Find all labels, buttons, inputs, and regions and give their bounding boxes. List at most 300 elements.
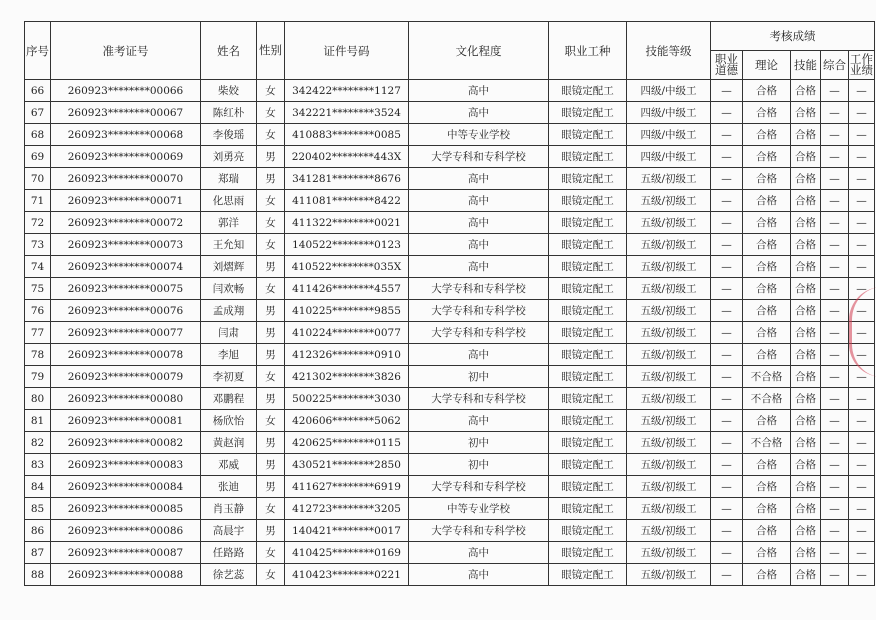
cell-id-no: 410425********0169 bbox=[285, 542, 409, 564]
cell-occupation: 眼镜定配工 bbox=[549, 168, 627, 190]
cell-ethics: — bbox=[711, 498, 743, 520]
cell-education: 中等专业学校 bbox=[409, 124, 549, 146]
cell-education: 大学专科和专科学校 bbox=[409, 476, 549, 498]
cell-exam-no: 260923********00087 bbox=[51, 542, 201, 564]
table-row bbox=[25, 498, 875, 520]
table-row bbox=[25, 476, 875, 498]
cell-performance: — bbox=[849, 520, 875, 542]
table-row bbox=[25, 300, 875, 322]
cell-theory: 合格 bbox=[743, 168, 791, 190]
cell-comprehensive: — bbox=[821, 542, 849, 564]
cell-ethics: — bbox=[711, 212, 743, 234]
cell-skill: 合格 bbox=[791, 498, 821, 520]
table-row bbox=[25, 212, 875, 234]
cell-comprehensive: — bbox=[821, 278, 849, 300]
cell-seq: 83 bbox=[25, 454, 51, 476]
cell-ethics: — bbox=[711, 256, 743, 278]
cell-theory: 不合格 bbox=[743, 388, 791, 410]
cell-seq: 74 bbox=[25, 256, 51, 278]
cell-performance: — bbox=[849, 432, 875, 454]
cell-ethics: — bbox=[711, 542, 743, 564]
cell-exam-no: 260923********00077 bbox=[51, 322, 201, 344]
cell-education: 大学专科和专科学校 bbox=[409, 520, 549, 542]
cell-skill: 合格 bbox=[791, 190, 821, 212]
cell-exam-no: 260923********00069 bbox=[51, 146, 201, 168]
cell-education: 大学专科和专科学校 bbox=[409, 278, 549, 300]
cell-exam-no: 260923********00078 bbox=[51, 344, 201, 366]
table-row bbox=[25, 432, 875, 454]
cell-education: 大学专科和专科学校 bbox=[409, 322, 549, 344]
cell-occupation: 眼镜定配工 bbox=[549, 300, 627, 322]
cell-comprehensive: — bbox=[821, 190, 849, 212]
cell-ethics: — bbox=[711, 366, 743, 388]
cell-skill-level: 五级/初级工 bbox=[627, 432, 711, 454]
header-seq: 序号 bbox=[25, 22, 51, 80]
cell-education: 高中 bbox=[409, 168, 549, 190]
cell-education: 大学专科和专科学校 bbox=[409, 300, 549, 322]
cell-skill: 合格 bbox=[791, 564, 821, 586]
cell-exam-no: 260923********00081 bbox=[51, 410, 201, 432]
cell-gender: 女 bbox=[257, 212, 285, 234]
cell-skill-level: 四级/中级工 bbox=[627, 102, 711, 124]
cell-occupation: 眼镜定配工 bbox=[549, 388, 627, 410]
cell-skill: 合格 bbox=[791, 520, 821, 542]
cell-skill-level: 四级/中级工 bbox=[627, 124, 711, 146]
cell-gender: 女 bbox=[257, 564, 285, 586]
cell-name: 化思雨 bbox=[201, 190, 257, 212]
cell-comprehensive: — bbox=[821, 476, 849, 498]
cell-seq: 79 bbox=[25, 366, 51, 388]
cell-exam-no: 260923********00088 bbox=[51, 564, 201, 586]
cell-gender: 女 bbox=[257, 190, 285, 212]
results-table bbox=[24, 21, 875, 586]
cell-skill: 合格 bbox=[791, 388, 821, 410]
cell-id-no: 420606********5062 bbox=[285, 410, 409, 432]
cell-id-no: 412723********3205 bbox=[285, 498, 409, 520]
cell-exam-no: 260923********00067 bbox=[51, 102, 201, 124]
cell-skill-level: 五级/初级工 bbox=[627, 476, 711, 498]
cell-seq: 85 bbox=[25, 498, 51, 520]
cell-education: 高中 bbox=[409, 234, 549, 256]
cell-skill-level: 五级/初级工 bbox=[627, 190, 711, 212]
cell-gender: 男 bbox=[257, 300, 285, 322]
cell-name: 孟成翔 bbox=[201, 300, 257, 322]
cell-theory: 合格 bbox=[743, 564, 791, 586]
cell-ethics: — bbox=[711, 410, 743, 432]
cell-comprehensive: — bbox=[821, 102, 849, 124]
cell-skill-level: 四级/中级工 bbox=[627, 80, 711, 102]
cell-theory: 合格 bbox=[743, 476, 791, 498]
cell-comprehensive: — bbox=[821, 520, 849, 542]
table-row bbox=[25, 454, 875, 476]
cell-id-no: 342422********1127 bbox=[285, 80, 409, 102]
cell-education: 大学专科和专科学校 bbox=[409, 388, 549, 410]
cell-name: 邓鹏程 bbox=[201, 388, 257, 410]
cell-gender: 女 bbox=[257, 278, 285, 300]
cell-skill: 合格 bbox=[791, 542, 821, 564]
cell-ethics: — bbox=[711, 432, 743, 454]
cell-theory: 合格 bbox=[743, 300, 791, 322]
cell-theory: 不合格 bbox=[743, 432, 791, 454]
cell-skill-level: 五级/初级工 bbox=[627, 366, 711, 388]
cell-theory: 合格 bbox=[743, 498, 791, 520]
cell-education: 高中 bbox=[409, 410, 549, 432]
cell-theory: 合格 bbox=[743, 256, 791, 278]
cell-performance: — bbox=[849, 322, 875, 344]
cell-theory: 合格 bbox=[743, 102, 791, 124]
cell-gender: 男 bbox=[257, 520, 285, 542]
cell-exam-no: 260923********00072 bbox=[51, 212, 201, 234]
cell-performance: — bbox=[849, 388, 875, 410]
cell-occupation: 眼镜定配工 bbox=[549, 212, 627, 234]
cell-name: 肖玉静 bbox=[201, 498, 257, 520]
cell-performance: — bbox=[849, 278, 875, 300]
cell-skill: 合格 bbox=[791, 476, 821, 498]
header-gender: 性别 bbox=[257, 22, 285, 80]
cell-skill-level: 五级/初级工 bbox=[627, 212, 711, 234]
cell-skill-level: 四级/中级工 bbox=[627, 146, 711, 168]
cell-seq: 88 bbox=[25, 564, 51, 586]
cell-seq: 70 bbox=[25, 168, 51, 190]
cell-id-no: 420625********0115 bbox=[285, 432, 409, 454]
cell-skill: 合格 bbox=[791, 366, 821, 388]
cell-comprehensive: — bbox=[821, 80, 849, 102]
cell-gender: 男 bbox=[257, 344, 285, 366]
cell-ethics: — bbox=[711, 344, 743, 366]
cell-occupation: 眼镜定配工 bbox=[549, 190, 627, 212]
cell-skill-level: 五级/初级工 bbox=[627, 388, 711, 410]
cell-performance: — bbox=[849, 212, 875, 234]
cell-exam-no: 260923********00073 bbox=[51, 234, 201, 256]
cell-name: 高晨宇 bbox=[201, 520, 257, 542]
cell-gender: 女 bbox=[257, 102, 285, 124]
cell-theory: 合格 bbox=[743, 322, 791, 344]
cell-performance: — bbox=[849, 564, 875, 586]
table-row bbox=[25, 344, 875, 366]
cell-exam-no: 260923********00080 bbox=[51, 388, 201, 410]
cell-gender: 男 bbox=[257, 388, 285, 410]
cell-comprehensive: — bbox=[821, 212, 849, 234]
cell-occupation: 眼镜定配工 bbox=[549, 278, 627, 300]
cell-name: 邓威 bbox=[201, 454, 257, 476]
cell-skill-level: 五级/初级工 bbox=[627, 278, 711, 300]
cell-ethics: — bbox=[711, 520, 743, 542]
cell-ethics: — bbox=[711, 234, 743, 256]
cell-performance: — bbox=[849, 234, 875, 256]
cell-gender: 女 bbox=[257, 124, 285, 146]
cell-theory: 合格 bbox=[743, 278, 791, 300]
cell-exam-no: 260923********00084 bbox=[51, 476, 201, 498]
cell-exam-no: 260923********00066 bbox=[51, 80, 201, 102]
cell-theory: 合格 bbox=[743, 212, 791, 234]
cell-theory: 合格 bbox=[743, 234, 791, 256]
cell-id-no: 410224********0077 bbox=[285, 322, 409, 344]
cell-id-no: 500225********3030 bbox=[285, 388, 409, 410]
cell-education: 高中 bbox=[409, 80, 549, 102]
cell-name: 郑瑞 bbox=[201, 168, 257, 190]
cell-seq: 66 bbox=[25, 80, 51, 102]
cell-comprehensive: — bbox=[821, 344, 849, 366]
cell-name: 闫肃 bbox=[201, 322, 257, 344]
cell-gender: 男 bbox=[257, 476, 285, 498]
cell-seq: 84 bbox=[25, 476, 51, 498]
cell-performance: — bbox=[849, 542, 875, 564]
cell-skill: 合格 bbox=[791, 432, 821, 454]
cell-gender: 女 bbox=[257, 498, 285, 520]
cell-performance: — bbox=[849, 190, 875, 212]
cell-occupation: 眼镜定配工 bbox=[549, 432, 627, 454]
cell-id-no: 411081********8422 bbox=[285, 190, 409, 212]
cell-performance: — bbox=[849, 410, 875, 432]
cell-id-no: 140421********0017 bbox=[285, 520, 409, 542]
cell-gender: 男 bbox=[257, 432, 285, 454]
cell-occupation: 眼镜定配工 bbox=[549, 102, 627, 124]
cell-education: 中等专业学校 bbox=[409, 498, 549, 520]
cell-gender: 男 bbox=[257, 322, 285, 344]
cell-gender: 男 bbox=[257, 256, 285, 278]
table-row bbox=[25, 80, 875, 102]
cell-seq: 76 bbox=[25, 300, 51, 322]
cell-skill: 合格 bbox=[791, 102, 821, 124]
table-row bbox=[25, 366, 875, 388]
cell-seq: 86 bbox=[25, 520, 51, 542]
cell-ethics: — bbox=[711, 124, 743, 146]
cell-occupation: 眼镜定配工 bbox=[549, 366, 627, 388]
cell-exam-no: 260923********00086 bbox=[51, 520, 201, 542]
header-performance: 工作业绩 bbox=[849, 51, 875, 80]
table-row bbox=[25, 256, 875, 278]
cell-seq: 87 bbox=[25, 542, 51, 564]
cell-skill-level: 五级/初级工 bbox=[627, 542, 711, 564]
cell-gender: 男 bbox=[257, 146, 285, 168]
cell-ethics: — bbox=[711, 454, 743, 476]
cell-id-no: 410225********9855 bbox=[285, 300, 409, 322]
cell-education: 高中 bbox=[409, 212, 549, 234]
cell-performance: — bbox=[849, 498, 875, 520]
cell-id-no: 410522********035X bbox=[285, 256, 409, 278]
table-row bbox=[25, 564, 875, 586]
header-assessment: 考核成绩 bbox=[711, 22, 875, 51]
cell-performance: — bbox=[849, 124, 875, 146]
cell-comprehensive: — bbox=[821, 300, 849, 322]
cell-skill: 合格 bbox=[791, 322, 821, 344]
cell-id-no: 220402********443X bbox=[285, 146, 409, 168]
cell-theory: 合格 bbox=[743, 454, 791, 476]
cell-comprehensive: — bbox=[821, 432, 849, 454]
cell-occupation: 眼镜定配工 bbox=[549, 520, 627, 542]
cell-performance: — bbox=[849, 256, 875, 278]
cell-occupation: 眼镜定配工 bbox=[549, 542, 627, 564]
cell-occupation: 眼镜定配工 bbox=[549, 146, 627, 168]
cell-skill-level: 五级/初级工 bbox=[627, 564, 711, 586]
cell-theory: 合格 bbox=[743, 146, 791, 168]
cell-comprehensive: — bbox=[821, 256, 849, 278]
cell-theory: 合格 bbox=[743, 542, 791, 564]
header-name: 姓名 bbox=[201, 22, 257, 80]
cell-name: 杨欣怡 bbox=[201, 410, 257, 432]
cell-seq: 71 bbox=[25, 190, 51, 212]
cell-ethics: — bbox=[711, 300, 743, 322]
cell-exam-no: 260923********00070 bbox=[51, 168, 201, 190]
cell-theory: 合格 bbox=[743, 344, 791, 366]
cell-occupation: 眼镜定配工 bbox=[549, 322, 627, 344]
cell-skill-level: 五级/初级工 bbox=[627, 322, 711, 344]
cell-ethics: — bbox=[711, 80, 743, 102]
cell-occupation: 眼镜定配工 bbox=[549, 256, 627, 278]
cell-name: 陈红朴 bbox=[201, 102, 257, 124]
cell-theory: 合格 bbox=[743, 124, 791, 146]
cell-gender: 女 bbox=[257, 80, 285, 102]
cell-seq: 80 bbox=[25, 388, 51, 410]
cell-skill-level: 五级/初级工 bbox=[627, 498, 711, 520]
cell-comprehensive: — bbox=[821, 498, 849, 520]
table-row bbox=[25, 168, 875, 190]
cell-exam-no: 260923********00068 bbox=[51, 124, 201, 146]
cell-id-no: 430521********2850 bbox=[285, 454, 409, 476]
cell-education: 高中 bbox=[409, 344, 549, 366]
cell-comprehensive: — bbox=[821, 410, 849, 432]
cell-performance: — bbox=[849, 102, 875, 124]
table-row bbox=[25, 146, 875, 168]
header-theory: 理论 bbox=[743, 51, 791, 80]
cell-ethics: — bbox=[711, 476, 743, 498]
cell-name: 黄赵润 bbox=[201, 432, 257, 454]
cell-skill-level: 五级/初级工 bbox=[627, 234, 711, 256]
cell-comprehensive: — bbox=[821, 124, 849, 146]
cell-occupation: 眼镜定配工 bbox=[549, 124, 627, 146]
cell-performance: — bbox=[849, 168, 875, 190]
cell-gender: 女 bbox=[257, 366, 285, 388]
cell-skill-level: 五级/初级工 bbox=[627, 344, 711, 366]
cell-ethics: — bbox=[711, 146, 743, 168]
cell-name: 刘熠辉 bbox=[201, 256, 257, 278]
cell-name: 张迪 bbox=[201, 476, 257, 498]
table-row bbox=[25, 190, 875, 212]
results-sheet bbox=[24, 21, 875, 586]
cell-skill: 合格 bbox=[791, 234, 821, 256]
cell-exam-no: 260923********00079 bbox=[51, 366, 201, 388]
cell-education: 初中 bbox=[409, 454, 549, 476]
cell-seq: 82 bbox=[25, 432, 51, 454]
table-row bbox=[25, 520, 875, 542]
table-row bbox=[25, 410, 875, 432]
cell-comprehensive: — bbox=[821, 146, 849, 168]
header-row-1 bbox=[25, 22, 875, 51]
cell-performance: — bbox=[849, 300, 875, 322]
cell-theory: 合格 bbox=[743, 520, 791, 542]
table-row bbox=[25, 278, 875, 300]
table-row bbox=[25, 542, 875, 564]
cell-seq: 75 bbox=[25, 278, 51, 300]
cell-exam-no: 260923********00076 bbox=[51, 300, 201, 322]
cell-skill-level: 五级/初级工 bbox=[627, 300, 711, 322]
cell-ethics: — bbox=[711, 564, 743, 586]
cell-seq: 78 bbox=[25, 344, 51, 366]
cell-gender: 女 bbox=[257, 410, 285, 432]
cell-gender: 男 bbox=[257, 454, 285, 476]
cell-gender: 女 bbox=[257, 542, 285, 564]
table-row bbox=[25, 234, 875, 256]
cell-gender: 女 bbox=[257, 234, 285, 256]
cell-id-no: 140522********0123 bbox=[285, 234, 409, 256]
header-comprehensive: 综合 bbox=[821, 51, 849, 80]
header-education: 文化程度 bbox=[409, 22, 549, 80]
cell-name: 李俊瑶 bbox=[201, 124, 257, 146]
cell-comprehensive: — bbox=[821, 234, 849, 256]
cell-occupation: 眼镜定配工 bbox=[549, 344, 627, 366]
cell-name: 闫欢畅 bbox=[201, 278, 257, 300]
cell-skill-level: 五级/初级工 bbox=[627, 520, 711, 542]
cell-seq: 73 bbox=[25, 234, 51, 256]
cell-name: 徐艺蕊 bbox=[201, 564, 257, 586]
cell-ethics: — bbox=[711, 322, 743, 344]
cell-id-no: 421302********3826 bbox=[285, 366, 409, 388]
header-occupation: 职业工种 bbox=[549, 22, 627, 80]
cell-seq: 72 bbox=[25, 212, 51, 234]
cell-exam-no: 260923********00083 bbox=[51, 454, 201, 476]
cell-seq: 69 bbox=[25, 146, 51, 168]
cell-comprehensive: — bbox=[821, 454, 849, 476]
cell-id-no: 410883********0085 bbox=[285, 124, 409, 146]
cell-performance: — bbox=[849, 454, 875, 476]
cell-skill: 合格 bbox=[791, 146, 821, 168]
cell-skill: 合格 bbox=[791, 278, 821, 300]
cell-seq: 77 bbox=[25, 322, 51, 344]
cell-skill: 合格 bbox=[791, 212, 821, 234]
cell-occupation: 眼镜定配工 bbox=[549, 454, 627, 476]
header-ethics: 职业道德 bbox=[711, 51, 743, 80]
table-row bbox=[25, 388, 875, 410]
cell-name: 柴姣 bbox=[201, 80, 257, 102]
cell-name: 任路路 bbox=[201, 542, 257, 564]
cell-comprehensive: — bbox=[821, 366, 849, 388]
cell-name: 李初夏 bbox=[201, 366, 257, 388]
cell-education: 大学专科和专科学校 bbox=[409, 146, 549, 168]
cell-ethics: — bbox=[711, 168, 743, 190]
cell-id-no: 412326********0910 bbox=[285, 344, 409, 366]
cell-exam-no: 260923********00075 bbox=[51, 278, 201, 300]
cell-exam-no: 260923********00074 bbox=[51, 256, 201, 278]
header-skill-level: 技能等级 bbox=[627, 22, 711, 80]
cell-id-no: 411426********4557 bbox=[285, 278, 409, 300]
cell-skill: 合格 bbox=[791, 300, 821, 322]
cell-seq: 81 bbox=[25, 410, 51, 432]
cell-name: 刘勇亮 bbox=[201, 146, 257, 168]
cell-skill: 合格 bbox=[791, 344, 821, 366]
cell-name: 郭洋 bbox=[201, 212, 257, 234]
cell-id-no: 411627********6919 bbox=[285, 476, 409, 498]
header-id-no: 证件号码 bbox=[285, 22, 409, 80]
table-row bbox=[25, 102, 875, 124]
cell-skill: 合格 bbox=[791, 454, 821, 476]
header-exam-no: 准考证号 bbox=[51, 22, 201, 80]
cell-seq: 68 bbox=[25, 124, 51, 146]
cell-performance: — bbox=[849, 476, 875, 498]
cell-comprehensive: — bbox=[821, 322, 849, 344]
cell-theory: 合格 bbox=[743, 410, 791, 432]
cell-seq: 67 bbox=[25, 102, 51, 124]
cell-theory: 不合格 bbox=[743, 366, 791, 388]
cell-theory: 合格 bbox=[743, 190, 791, 212]
cell-comprehensive: — bbox=[821, 388, 849, 410]
cell-skill-level: 五级/初级工 bbox=[627, 454, 711, 476]
cell-performance: — bbox=[849, 344, 875, 366]
cell-education: 高中 bbox=[409, 542, 549, 564]
cell-skill: 合格 bbox=[791, 410, 821, 432]
table-row bbox=[25, 124, 875, 146]
cell-id-no: 410423********0221 bbox=[285, 564, 409, 586]
cell-performance: — bbox=[849, 146, 875, 168]
